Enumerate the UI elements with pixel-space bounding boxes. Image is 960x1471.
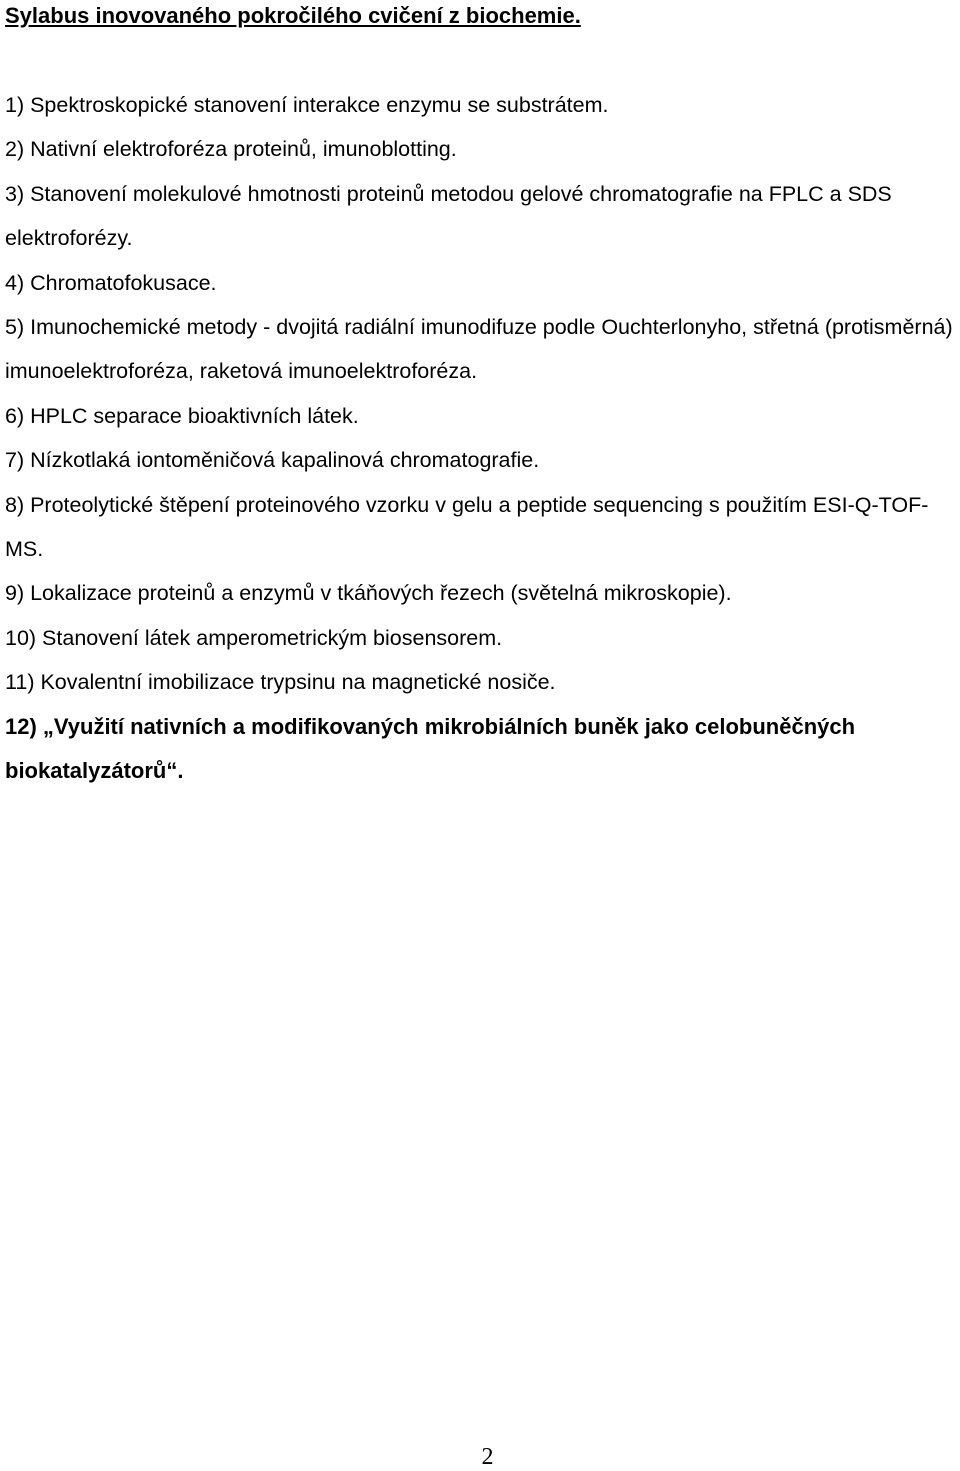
syllabus-item-4: 4) Chromatofokusace.: [5, 270, 217, 295]
syllabus-item-8: 8) Proteolytické štěpení proteinového vzorku v gelu a peptide sequencing s použitím ESI-Q-TOF-MS.: [5, 492, 929, 562]
syllabus-item-12: 12) „Využití nativních a modifikovaných mikrobiálních buněk jako celobuněčných biokatalyzátorů“.: [5, 713, 856, 784]
syllabus-item-11: 11) Kovalentní imobilizace trypsinu na magnetické nosiče.: [5, 670, 556, 695]
syllabus-item-3: 3) Stanovení molekulové hmotnosti proteinů metodou gelové chromatografie na FPLC a SDS elektroforézy.: [5, 181, 892, 251]
syllabus-item-1: 1) Spektroskopické stanovení interakce enzymu se substrátem.: [5, 93, 609, 117]
syllabus-item-6: 6) HPLC separace bioaktivních látek.: [5, 403, 359, 428]
syllabus-item-5: 5) Imunochemické metody - dvojitá radiální imunodifuze podle Ouchterlonyho, střetná (protisměrná) imunoelektroforéza, raketová imunoelektroforéza.: [5, 315, 953, 384]
syllabus-item-2: 2) Nativní elektroforéza proteinů, imunoblotting.: [5, 137, 457, 162]
syllabus-item-10: 10) Stanovení látek amperometrickým biosensorem.: [5, 625, 503, 650]
syllabus-list: [5, 83, 960, 794]
syllabus-item-7: 7) Nízkotlaká iontoměničová kapalinová chromatografie.: [5, 448, 540, 473]
syllabus-item-9: 9) Lokalizace proteinů a enzymů v tkáňových řezech (světelná mikroskopie).: [5, 581, 732, 606]
page-number: 2: [481, 1444, 494, 1470]
document-title: Sylabus inovovaného pokročilého cvičení z biochemie.: [5, 3, 581, 28]
